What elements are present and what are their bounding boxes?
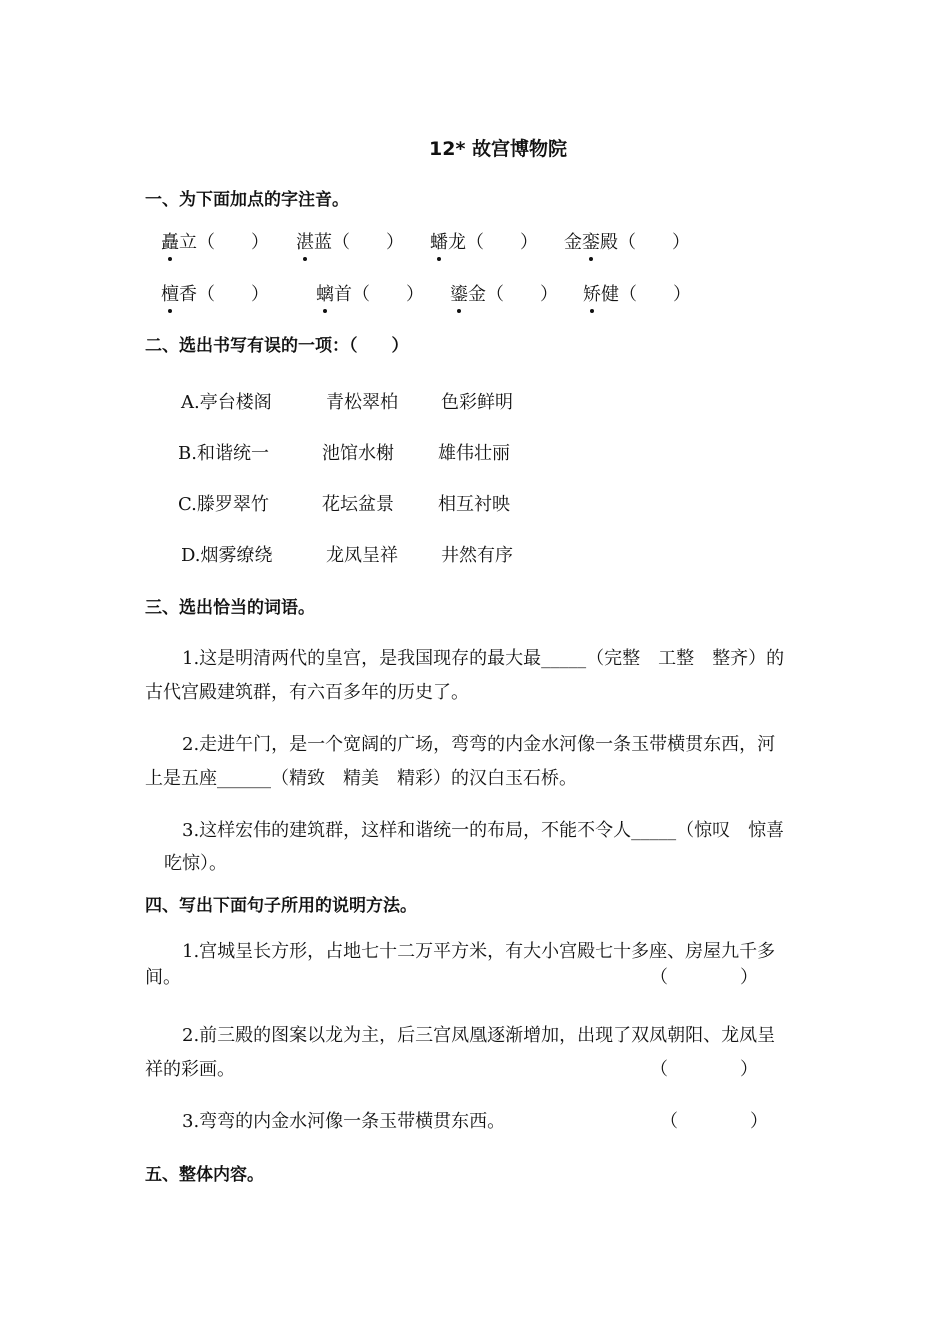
question-text: 祥的彩画。 xyxy=(145,1059,235,1080)
option-word: 相互衬映 xyxy=(438,494,510,515)
word-rest: 香 xyxy=(179,284,197,305)
answer-paren: （ ） xyxy=(618,232,690,253)
section2-heading: 二、选出书写有误的一项：（ ） xyxy=(145,336,409,356)
pinyin-item xyxy=(161,280,269,306)
pinyin-item xyxy=(161,228,269,254)
option-word: 色彩鲜明 xyxy=(441,392,513,413)
section1-heading: 一、为下面加点的字注音。 xyxy=(145,190,349,210)
word-rest: 龙 xyxy=(448,232,466,253)
question-text: 上是五座______（精致 精美 精彩）的汉白玉石桥。 xyxy=(145,768,577,789)
word-rest: 健 xyxy=(601,284,619,305)
answer-paren: （ ） xyxy=(466,232,538,253)
question-text: 间。 xyxy=(145,967,181,988)
answer-paren: （ ） xyxy=(660,1111,768,1132)
pinyin-item xyxy=(564,228,690,254)
question-text: 3.弯弯的内金水河像一条玉带横贯东西。 xyxy=(182,1111,506,1132)
pinyin-item xyxy=(430,228,538,254)
question-text: 3.这样宏伟的建筑群，这样和谐统一的布局，不能不令人_____（惊叹 惊喜 xyxy=(182,820,785,841)
dotted-char: 鎏 xyxy=(450,280,468,306)
answer-paren: （ ） xyxy=(197,232,269,253)
option-label: A.亭台楼阁 xyxy=(181,392,272,413)
question-text: 2.走进午门，是一个宽阔的广场，弯弯的内金水河像一条玉带横贯东西，河 xyxy=(182,734,776,755)
pinyin-item xyxy=(450,280,558,306)
word-rest: 殿 xyxy=(600,232,618,253)
pinyin-item xyxy=(296,228,404,254)
dotted-char: 螭 xyxy=(316,280,334,306)
option-word: 龙凤呈祥 xyxy=(326,545,398,566)
option-word: 青松翠柏 xyxy=(326,392,398,413)
section4-heading: 四、写出下面句子所用的说明方法。 xyxy=(145,896,417,916)
dotted-char: 矗 xyxy=(161,228,179,254)
question-text: 古代宫殿建筑群，有六百多年的历史了。 xyxy=(145,682,469,703)
option-label: C.滕罗翠竹 xyxy=(178,494,269,515)
answer-paren: （ ） xyxy=(486,284,558,305)
option-word: 井然有序 xyxy=(441,545,513,566)
answer-paren: （ ） xyxy=(352,284,424,305)
section5-heading: 五、整体内容。 xyxy=(145,1165,264,1185)
word-rest: 金 xyxy=(468,284,486,305)
dotted-char: 銮 xyxy=(582,228,600,254)
section3-heading: 三、选出恰当的词语。 xyxy=(145,598,315,618)
dotted-char: 檀 xyxy=(161,280,179,306)
word-rest: 首 xyxy=(334,284,352,305)
question-text: 1.这是明清两代的皇宫，是我国现存的最大最_____（完整 工整 整齐）的 xyxy=(182,648,785,669)
word-rest: 蓝 xyxy=(314,232,332,253)
word-prefix: 金 xyxy=(564,232,582,253)
dotted-char: 湛 xyxy=(296,228,314,254)
option-word: 雄伟壮丽 xyxy=(438,443,510,464)
answer-paren: （ ） xyxy=(650,967,758,988)
dotted-char: 矫 xyxy=(583,280,601,306)
option-word: 花坛盆景 xyxy=(322,494,394,515)
pinyin-item xyxy=(316,280,424,306)
dotted-char: 蟠 xyxy=(430,228,448,254)
pinyin-item xyxy=(583,280,691,306)
option-word: 池馆水榭 xyxy=(322,443,394,464)
question-text: 吃惊）。 xyxy=(164,853,227,874)
option-label: D.烟雾缭绕 xyxy=(181,545,273,566)
answer-paren: （ ） xyxy=(197,284,269,305)
answer-paren: （ ） xyxy=(619,284,691,305)
answer-paren: （ ） xyxy=(332,232,404,253)
page-title: 12* 故宫博物院 xyxy=(429,138,567,160)
question-text: 1.宫城呈长方形，占地七十二万平方米，有大小宫殿七十多座、房屋九千多 xyxy=(182,941,776,962)
answer-paren: （ ） xyxy=(650,1059,758,1080)
word-rest: 立 xyxy=(179,232,197,253)
question-text: 2.前三殿的图案以龙为主，后三宫凤凰逐渐增加，出现了双凤朝阳、龙凤呈 xyxy=(182,1025,776,1046)
option-label: B.和谐统一 xyxy=(178,443,269,464)
